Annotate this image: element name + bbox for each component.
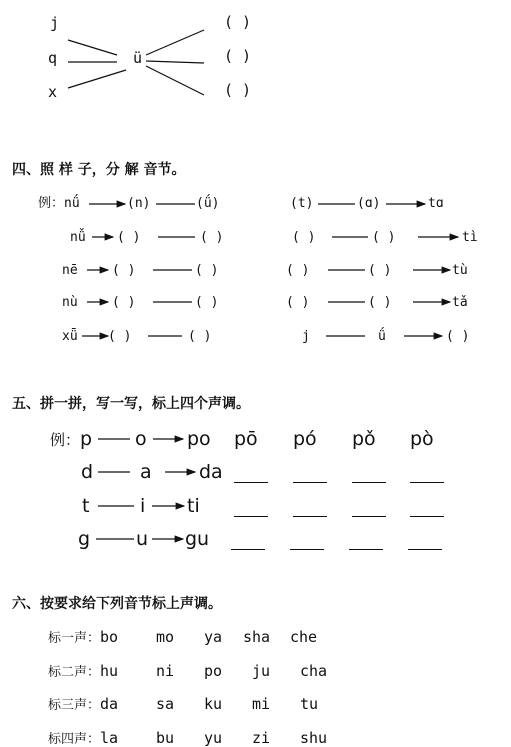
answer-blank[interactable]: ( ) (112, 263, 136, 278)
example-part: (t) (290, 196, 314, 211)
syllable: mi (252, 695, 271, 713)
answer-blank[interactable]: ( ) (286, 263, 310, 278)
answer-blank[interactable]: ( ) (224, 81, 252, 99)
syllable: shu (300, 729, 328, 747)
answer-blank[interactable]: ( ) (224, 13, 252, 31)
answer-blank[interactable]: ( ) (224, 47, 252, 65)
tone-row-label: 标三声：da (48, 695, 119, 713)
match-letter-q: q (48, 49, 58, 67)
answer-line[interactable] (234, 482, 268, 483)
answer-line[interactable] (352, 482, 386, 483)
match-line (146, 61, 204, 63)
initial: d (81, 461, 94, 483)
tone-row-label: 标四声：la (48, 729, 119, 747)
syllable: nē (62, 263, 78, 278)
syllable: ju (252, 662, 271, 680)
section-4-title: 四、照 样 子，分 解 音节。 (12, 162, 186, 178)
tone-example: pǒ (352, 428, 376, 450)
answer-blank[interactable]: ( ) (368, 295, 392, 310)
syllable: j (302, 329, 310, 344)
tone-example: pó (293, 428, 317, 450)
syllable: cha (300, 662, 328, 680)
syllable: nǚ (70, 230, 86, 245)
syllable: ti (187, 495, 200, 517)
syllable: da (199, 461, 223, 483)
match-line (68, 70, 126, 88)
answer-blank[interactable]: ( ) (446, 329, 470, 344)
example-part: tɑ (428, 196, 444, 211)
example-label: 例：nǘ (38, 196, 80, 211)
match-center-u: ü (133, 49, 143, 67)
tone-example: pō (234, 428, 258, 450)
answer-line[interactable] (349, 549, 383, 550)
example-part: (ɑ) (357, 196, 381, 211)
answer-line[interactable] (352, 516, 386, 517)
match-line (68, 40, 117, 55)
initial: t (82, 495, 90, 517)
answer-line[interactable] (408, 549, 442, 550)
section-5-title: 五、拼一拼，写一写，标上四个声调。 (12, 396, 250, 412)
tone-example: pò (410, 428, 434, 450)
syllable: che (290, 628, 318, 646)
example-part: o (135, 428, 147, 450)
tone-row-label: 标二声：hu (48, 662, 119, 680)
answer-blank[interactable]: ( ) (292, 230, 316, 245)
answer-line[interactable] (234, 516, 268, 517)
syllable: tì (462, 230, 478, 245)
answer-line[interactable] (231, 549, 265, 550)
match-line (146, 30, 204, 55)
answer-blank[interactable]: ( ) (188, 329, 212, 344)
syllable: ku (204, 695, 223, 713)
example-part: (ǘ) (196, 196, 220, 211)
initial: g (78, 528, 91, 550)
final: u (136, 528, 149, 550)
match-letter-j: j (50, 14, 60, 32)
final: i (140, 495, 146, 517)
answer-blank[interactable]: ( ) (108, 329, 132, 344)
syllable: bu (156, 729, 175, 747)
answer-blank[interactable]: ( ) (195, 263, 219, 278)
syllable: sha (243, 628, 271, 646)
answer-line[interactable] (410, 516, 444, 517)
answer-blank[interactable]: ( ) (195, 295, 219, 310)
example-label: 例：p (50, 428, 93, 450)
tone-row-label: 标一声：bo (48, 628, 119, 646)
syllable: gu (185, 528, 210, 550)
final: a (140, 461, 152, 483)
answer-blank[interactable]: ( ) (117, 230, 141, 245)
answer-blank[interactable]: ( ) (368, 263, 392, 278)
syllable: po (204, 662, 223, 680)
syllable: xǖ (62, 329, 78, 344)
syllable: ǘ (378, 329, 386, 344)
example-part: (n) (127, 196, 151, 211)
answer-blank[interactable]: ( ) (112, 295, 136, 310)
match-letter-x: x (48, 83, 58, 101)
syllable: yu (204, 729, 223, 747)
answer-line[interactable] (410, 482, 444, 483)
answer-blank[interactable]: ( ) (372, 230, 396, 245)
answer-line[interactable] (293, 516, 327, 517)
syllable: ya (204, 628, 223, 646)
syllable: zi (252, 729, 271, 747)
example-part: po (187, 428, 211, 450)
answer-blank[interactable]: ( ) (200, 230, 224, 245)
match-line (146, 66, 204, 95)
answer-line[interactable] (290, 549, 324, 550)
syllable: tu (300, 695, 319, 713)
syllable: tǎ (452, 295, 468, 310)
syllable: tù (452, 263, 468, 278)
answer-line[interactable] (293, 482, 327, 483)
section-6-title: 六、按要求给下列音节标上声调。 (12, 596, 222, 612)
syllable: nù (62, 295, 78, 310)
syllable: mo (156, 628, 175, 646)
syllable: sa (156, 695, 175, 713)
answer-blank[interactable]: ( ) (286, 295, 310, 310)
syllable: ni (156, 662, 175, 680)
